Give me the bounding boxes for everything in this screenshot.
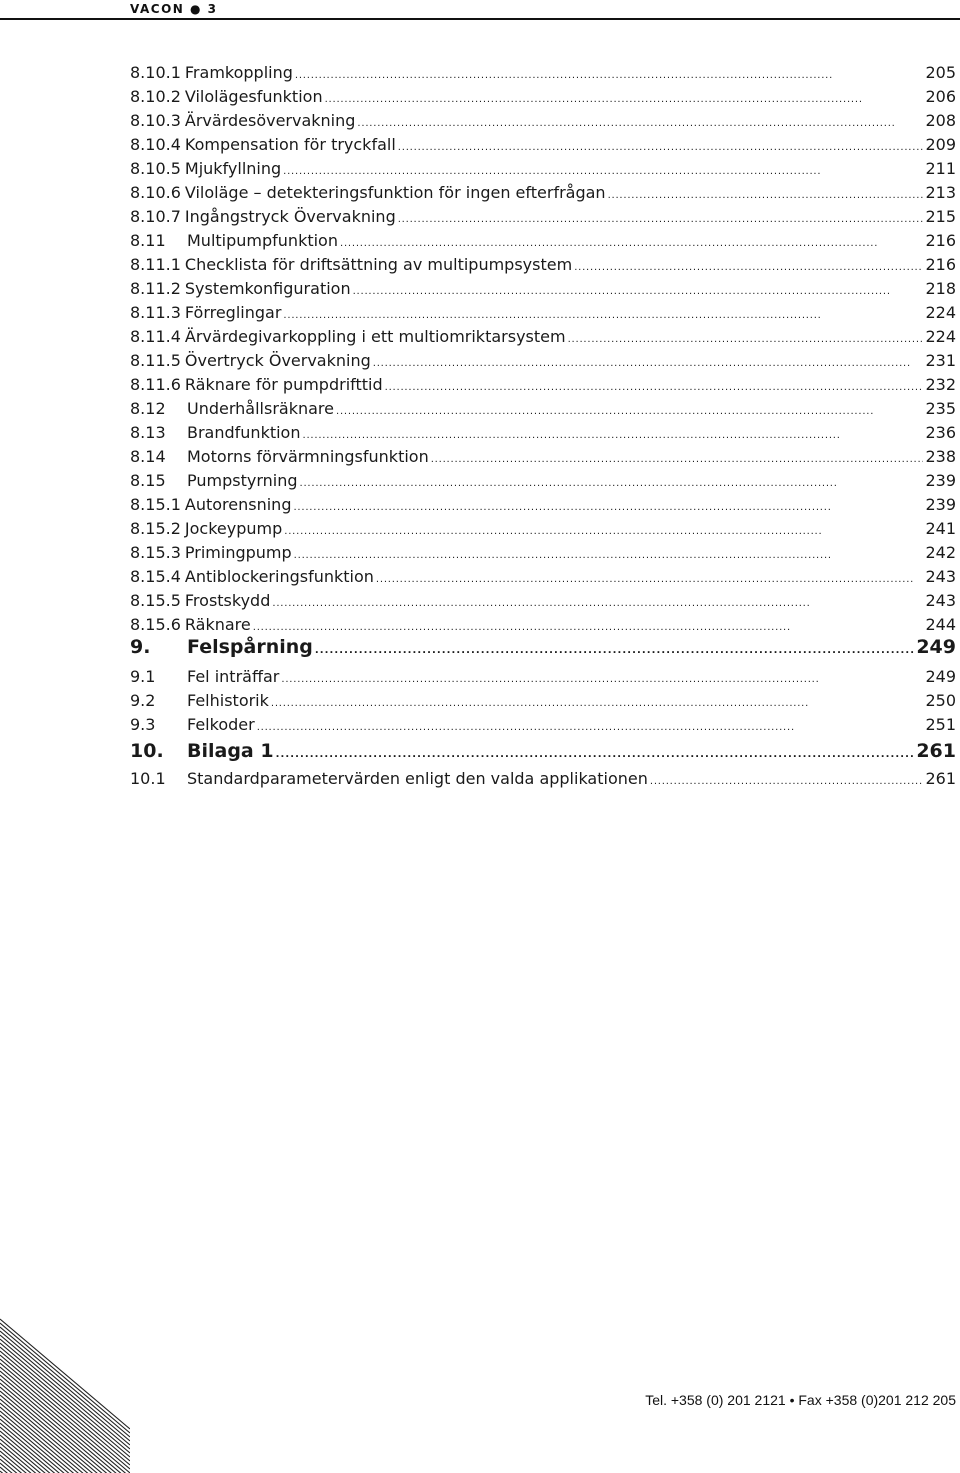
toc-leader-dots bbox=[353, 277, 924, 304]
toc-entry-title: Förreglingar bbox=[184, 303, 282, 322]
toc-entry-number: 8.11.2 bbox=[130, 279, 181, 298]
toc-entry[interactable] bbox=[130, 85, 956, 112]
toc-leader-dots bbox=[398, 205, 924, 232]
toc-entry-number: 8.10.7 bbox=[130, 207, 181, 226]
toc-entry[interactable] bbox=[130, 739, 956, 767]
toc-leader-dots bbox=[271, 689, 924, 716]
toc-leader-dots bbox=[385, 373, 924, 400]
toc-entry[interactable] bbox=[130, 421, 956, 448]
toc-leader-dots bbox=[608, 181, 924, 208]
toc-entry-number: 8.11.5 bbox=[130, 351, 181, 370]
toc-entry-number: 9.3 bbox=[130, 715, 156, 734]
toc-entry-number: 8.15.5 bbox=[130, 591, 181, 610]
toc-entry-title: Vilolägesfunktion bbox=[184, 87, 323, 106]
toc-entry-page: 236 bbox=[925, 423, 956, 442]
page-header bbox=[0, 0, 960, 20]
toc-entry-page: 215 bbox=[925, 207, 956, 226]
toc-entry-page: 239 bbox=[925, 471, 956, 490]
toc-entry-page: 206 bbox=[925, 87, 956, 106]
toc-entry-title: Bilaga 1 bbox=[187, 740, 274, 762]
toc-entry-page: 249 bbox=[916, 636, 956, 658]
toc-entry[interactable] bbox=[130, 373, 956, 400]
toc-leader-dots bbox=[293, 493, 923, 520]
toc-leader-dots bbox=[294, 541, 924, 568]
toc-leader-dots bbox=[398, 133, 924, 160]
toc-entry-number: 8.10.1 bbox=[130, 63, 181, 82]
toc-entry-number: 8.15.1 bbox=[130, 495, 181, 514]
toc-entry[interactable] bbox=[130, 253, 956, 280]
toc-entry-title: Motorns förvärmningsfunktion bbox=[187, 447, 429, 466]
toc-entry-page: 243 bbox=[925, 591, 956, 610]
toc-entry-page: 243 bbox=[925, 567, 956, 586]
toc-entry-title: Felspårning bbox=[187, 636, 313, 658]
toc-entry-number: 8.15.3 bbox=[130, 543, 181, 562]
toc-entry[interactable] bbox=[130, 229, 956, 256]
toc-entry[interactable] bbox=[130, 301, 956, 328]
toc-entry-page: 208 bbox=[925, 111, 956, 130]
toc-entry-number: 8.15 bbox=[130, 471, 166, 490]
toc-entry-number: 8.15.2 bbox=[130, 519, 181, 538]
toc-leader-dots bbox=[272, 589, 923, 616]
toc-leader-dots bbox=[650, 767, 924, 794]
toc-leader-dots bbox=[431, 445, 924, 472]
toc-leader-dots bbox=[295, 61, 924, 88]
toc-entry-title: Jockeypump bbox=[184, 519, 283, 538]
toc-entry-title: Systemkonfiguration bbox=[184, 279, 351, 298]
toc-entry-number: 8.10.2 bbox=[130, 87, 181, 106]
header-rule bbox=[0, 18, 960, 20]
toc-entry[interactable] bbox=[130, 133, 956, 160]
toc-entry-page: 261 bbox=[925, 769, 956, 788]
toc-entry[interactable] bbox=[130, 469, 956, 496]
toc-leader-dots bbox=[283, 301, 923, 328]
toc-entry-title: Räknare bbox=[184, 615, 251, 634]
toc-entry-title: Övertryck Övervakning bbox=[184, 351, 371, 370]
toc-entry-title: Felhistorik bbox=[187, 691, 269, 710]
toc-entry-page: 251 bbox=[925, 715, 956, 734]
toc-entry[interactable] bbox=[130, 445, 956, 472]
toc-entry-number: 8.15.4 bbox=[130, 567, 181, 586]
toc-entry-number: 8.15.6 bbox=[130, 615, 181, 634]
toc-entry-number: 8.10.6 bbox=[130, 183, 181, 202]
toc-entry-number: 8.11.3 bbox=[130, 303, 181, 322]
toc-leader-dots bbox=[276, 739, 915, 767]
toc-entry-page: 238 bbox=[925, 447, 956, 466]
toc-entry-title: Checklista för driftsättning av multipumpsystem bbox=[184, 255, 573, 274]
toc-entry-page: 216 bbox=[925, 255, 956, 274]
toc-entry-title: Framkoppling bbox=[184, 63, 293, 82]
toc-entry-number: 9.1 bbox=[130, 667, 156, 686]
toc-entry-number: 10. bbox=[130, 740, 164, 762]
toc-entry-number: 8.11.6 bbox=[130, 375, 181, 394]
toc-entry-number: 8.11.4 bbox=[130, 327, 181, 346]
toc-entry[interactable] bbox=[130, 589, 956, 616]
toc-entry-number: 9.2 bbox=[130, 691, 156, 710]
toc-leader-dots bbox=[574, 253, 923, 280]
toc-entry[interactable] bbox=[130, 61, 956, 88]
toc-leader-dots bbox=[357, 109, 923, 136]
toc-entry-page: 224 bbox=[925, 303, 956, 322]
toc-entry-title: Primingpump bbox=[184, 543, 292, 562]
toc-entry-number: 9. bbox=[130, 636, 151, 658]
toc-leader-dots bbox=[257, 713, 924, 740]
toc-leader-dots bbox=[315, 635, 914, 663]
toc-entry[interactable] bbox=[130, 635, 956, 663]
toc-entry-page: 249 bbox=[925, 667, 956, 686]
toc-entry-page: 209 bbox=[925, 135, 956, 154]
toc-entry-page: 235 bbox=[925, 399, 956, 418]
brand-page-label: VACON ● 3 bbox=[130, 2, 218, 16]
toc-entry-title: Autorensning bbox=[184, 495, 292, 514]
toc-leader-dots bbox=[376, 565, 924, 592]
toc-entry-page: 242 bbox=[925, 543, 956, 562]
toc-entry-title: Frostskydd bbox=[184, 591, 271, 610]
toc-entry-page: 224 bbox=[925, 327, 956, 346]
toc-entry-title: Ärvärdesövervakning bbox=[184, 111, 356, 130]
toc-leader-dots bbox=[373, 349, 924, 376]
toc-entry-page: 231 bbox=[925, 351, 956, 370]
toc-entry-title: Antiblockeringsfunktion bbox=[184, 567, 374, 586]
toc-entry-number: 8.10.4 bbox=[130, 135, 181, 154]
toc-entry-number: 8.12 bbox=[130, 399, 166, 418]
toc-entry-number: 8.13 bbox=[130, 423, 166, 442]
toc-entry-title: Mjukfyllning bbox=[184, 159, 282, 178]
toc-entry-page: 250 bbox=[925, 691, 956, 710]
toc-entry[interactable] bbox=[130, 277, 956, 304]
toc-entry[interactable] bbox=[130, 181, 956, 208]
toc-entry[interactable] bbox=[130, 109, 956, 136]
toc-entry[interactable] bbox=[130, 689, 956, 716]
toc-entry[interactable] bbox=[130, 565, 956, 592]
toc-entry[interactable] bbox=[130, 713, 956, 740]
toc-entry[interactable] bbox=[130, 517, 956, 544]
toc-entry[interactable] bbox=[130, 205, 956, 232]
toc-entry-title: Standardparametervärden enligt den valda applikationen bbox=[187, 769, 648, 788]
toc-entry-title: Viloläge – detekteringsfunktion för ingen efterfrågan bbox=[184, 183, 606, 202]
toc-leader-dots bbox=[325, 85, 924, 112]
toc-leader-dots bbox=[283, 157, 923, 184]
toc-entry-page: 241 bbox=[925, 519, 956, 538]
toc-entry-title: Multipumpfunktion bbox=[187, 231, 338, 250]
toc-entry-number: 10.1 bbox=[130, 769, 166, 788]
toc-leader-dots bbox=[300, 469, 924, 496]
toc-entry-title: Ingångstryck Övervakning bbox=[184, 207, 396, 226]
toc-leader-dots bbox=[340, 229, 923, 256]
toc-entry-page: 261 bbox=[916, 740, 956, 762]
toc-entry-number: 8.14 bbox=[130, 447, 166, 466]
toc-entry-number: 8.11 bbox=[130, 231, 166, 250]
toc-entry-page: 218 bbox=[925, 279, 956, 298]
toc-entry-title: Brandfunktion bbox=[187, 423, 301, 442]
corner-stripes-decoration bbox=[0, 1315, 130, 1473]
toc-entry-page: 216 bbox=[925, 231, 956, 250]
toc-leader-dots bbox=[281, 665, 923, 692]
toc-entry-title: Fel inträffar bbox=[187, 667, 280, 686]
toc-entry-title: Underhållsräknare bbox=[187, 399, 334, 418]
footer-contact: Tel. +358 (0) 201 2121 • Fax +358 (0)201 212 205 bbox=[645, 1392, 956, 1408]
toc-entry[interactable] bbox=[130, 397, 956, 424]
toc-entry-title: Pumpstyrning bbox=[187, 471, 298, 490]
toc-entry-title: Felkoder bbox=[187, 715, 255, 734]
toc-entry[interactable] bbox=[130, 767, 956, 794]
toc-entry-page: 213 bbox=[925, 183, 956, 202]
toc-entry[interactable] bbox=[130, 157, 956, 184]
toc-leader-dots bbox=[284, 517, 923, 544]
toc-entry-page: 244 bbox=[925, 615, 956, 634]
toc-leader-dots bbox=[568, 325, 924, 352]
toc-entry-page: 232 bbox=[925, 375, 956, 394]
toc-entry-number: 8.10.3 bbox=[130, 111, 181, 130]
toc-entry[interactable] bbox=[130, 493, 956, 520]
toc-entry[interactable] bbox=[130, 665, 956, 692]
toc-entry[interactable] bbox=[130, 349, 956, 376]
toc-entry-title: Ärvärdegivarkoppling i ett multiomriktarsystem bbox=[184, 327, 566, 346]
toc-leader-dots bbox=[336, 397, 923, 424]
toc-entry-title: Räknare för pumpdrifttid bbox=[184, 375, 383, 394]
toc-entry-number: 8.11.1 bbox=[130, 255, 181, 274]
toc-entry[interactable] bbox=[130, 541, 956, 568]
toc-entry[interactable] bbox=[130, 325, 956, 352]
toc-entry-page: 205 bbox=[925, 63, 956, 82]
toc-entry-page: 239 bbox=[925, 495, 956, 514]
toc-leader-dots bbox=[302, 421, 923, 448]
toc-entry-page: 211 bbox=[925, 159, 956, 178]
toc-entry-number: 8.10.5 bbox=[130, 159, 181, 178]
toc-entry-title: Kompensation för tryckfall bbox=[184, 135, 396, 154]
